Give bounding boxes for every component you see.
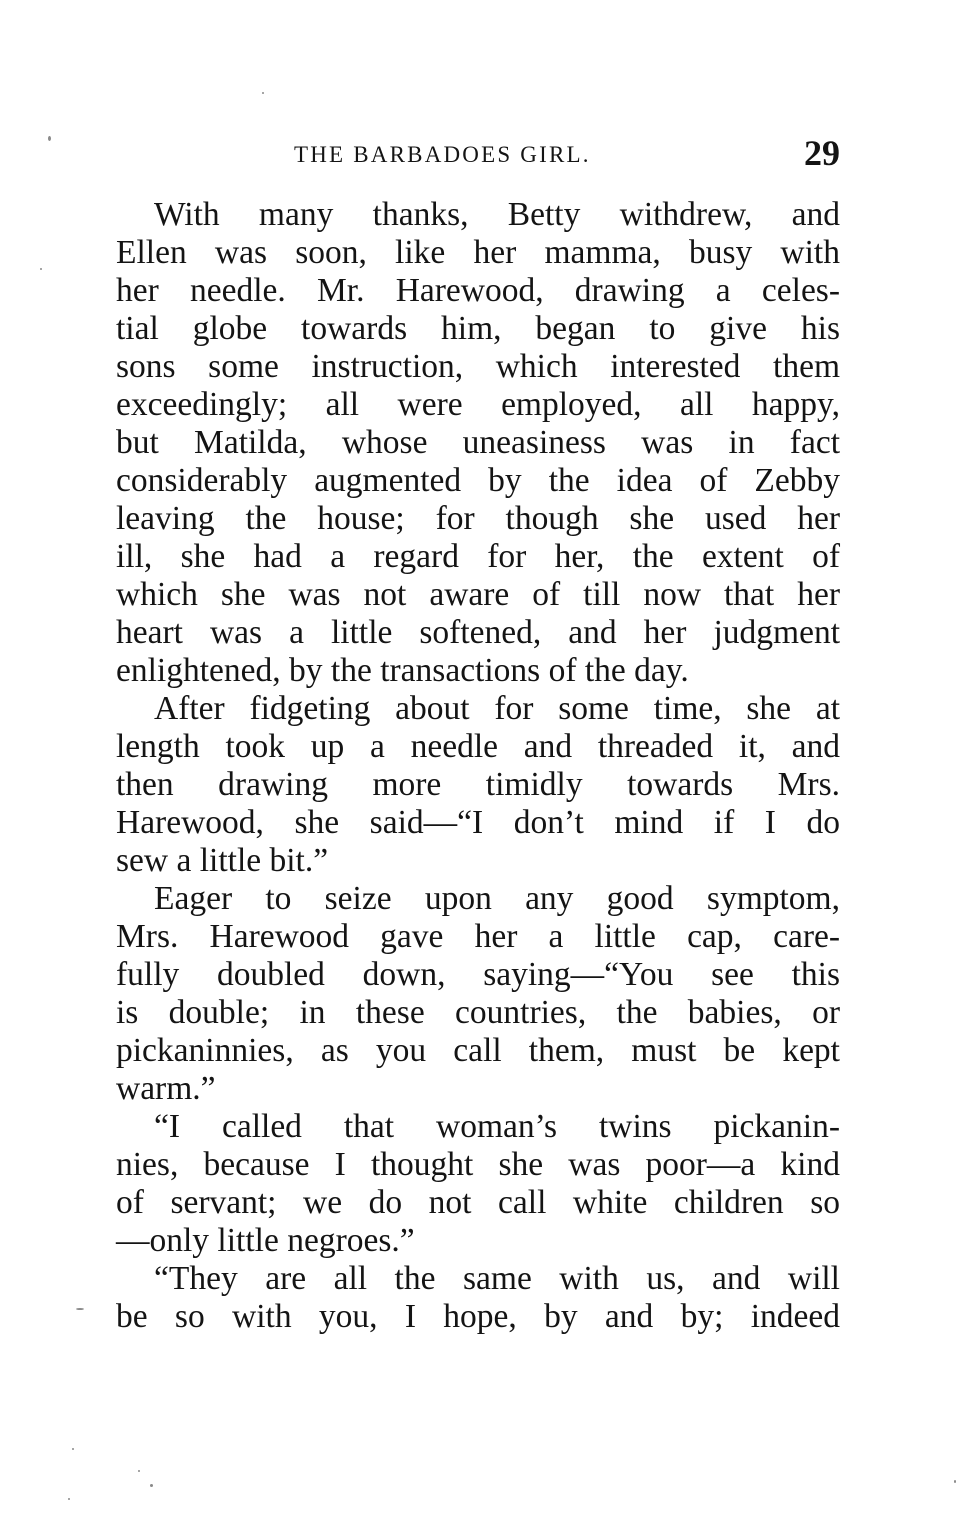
text-line: With many thanks, Betty withdrew, and bbox=[154, 196, 840, 233]
text-line: of servant; we do not call white children so bbox=[116, 1184, 840, 1221]
paper-speck bbox=[138, 1470, 140, 1472]
body-text bbox=[116, 196, 840, 1336]
running-title: THE BARBADOES GIRL. bbox=[294, 142, 591, 167]
paper-speck bbox=[76, 1308, 84, 1310]
text-line: tial globe towards him, began to give his bbox=[116, 310, 840, 347]
text-line: nies, because I thought she was poor—a kind bbox=[116, 1146, 840, 1183]
text-line: Mrs. Harewood gave her a little cap, care- bbox=[116, 918, 840, 955]
text-line: Harewood, she said—“I don’t mind if I do bbox=[116, 804, 840, 841]
text-line: enlightened, by the transactions of the day. bbox=[116, 652, 689, 689]
text-line: —only little negroes.” bbox=[116, 1222, 415, 1259]
text-line: her needle. Mr. Harewood, drawing a celes- bbox=[116, 272, 840, 309]
text-line: is double; in these countries, the babies, or bbox=[116, 994, 840, 1031]
paper-speck bbox=[68, 1498, 70, 1500]
paper-speck bbox=[48, 136, 51, 141]
text-line: After fidgeting about for some time, she at bbox=[154, 690, 840, 727]
text-line: ill, she had a regard for her, the extent of bbox=[116, 538, 840, 575]
text-line: warm.” bbox=[116, 1070, 216, 1107]
text-line: fully doubled down, saying—“You see this bbox=[116, 956, 840, 993]
text-line: exceedingly; all were employed, all happy, bbox=[116, 386, 840, 423]
text-line: which she was not aware of till now that her bbox=[116, 576, 840, 613]
text-line: be so with you, I hope, by and by; indeed bbox=[116, 1298, 840, 1335]
paper-speck bbox=[150, 1484, 153, 1487]
page-number: 29 bbox=[804, 133, 840, 173]
text-line: but Matilda, whose uneasiness was in fact bbox=[116, 424, 840, 461]
paper-speck bbox=[262, 92, 264, 94]
paper-speck bbox=[40, 268, 42, 270]
text-line: pickaninnies, as you call them, must be kept bbox=[116, 1032, 840, 1069]
text-line: leaving the house; for though she used her bbox=[116, 500, 840, 537]
text-line: heart was a little softened, and her judgment bbox=[116, 614, 840, 651]
text-line: Ellen was soon, like her mamma, busy with bbox=[116, 234, 840, 271]
text-line: Eager to seize upon any good symptom, bbox=[154, 880, 840, 917]
paper-speck bbox=[72, 1448, 74, 1450]
text-line: considerably augmented by the idea of Zebby bbox=[116, 462, 840, 499]
text-line: then drawing more timidly towards Mrs. bbox=[116, 766, 840, 803]
running-header bbox=[116, 132, 840, 176]
text-line: sew a little bit.” bbox=[116, 842, 329, 879]
paper-speck bbox=[954, 1480, 956, 1483]
text-line: “They are all the same with us, and will bbox=[154, 1260, 840, 1297]
text-line: sons some instruction, which interested them bbox=[116, 348, 840, 385]
text-line: “I called that woman’s twins pickanin- bbox=[154, 1108, 840, 1145]
text-line: length took up a needle and threaded it, and bbox=[116, 728, 840, 765]
